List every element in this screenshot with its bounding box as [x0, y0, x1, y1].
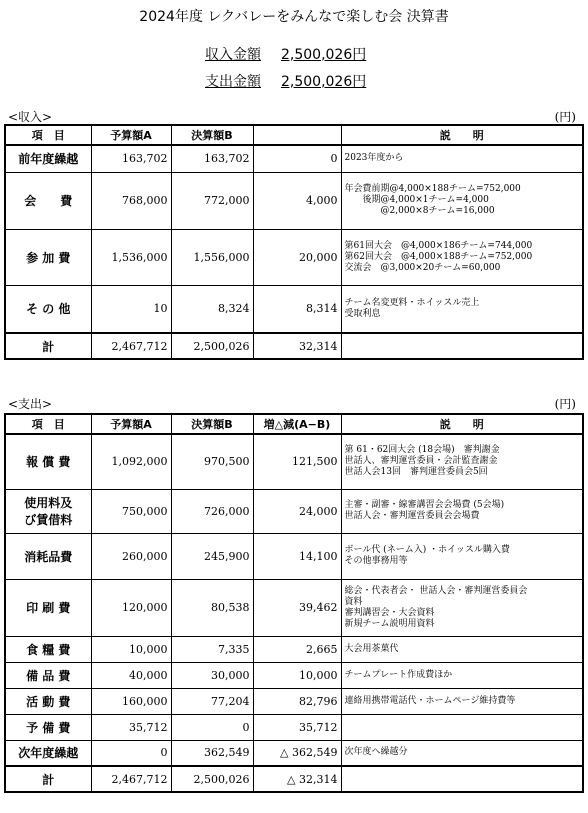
actual-cell: 2,500,026 — [171, 766, 253, 792]
diff-cell: 35,712 — [253, 714, 341, 740]
table-row — [5, 285, 583, 333]
item-cell: 参 加 費 — [5, 229, 91, 285]
description-header: 説 明 — [341, 125, 583, 145]
description-cell — [341, 533, 583, 579]
description-line: その他事務用等 — [344, 556, 408, 566]
item-label-line: 使用料及 — [24, 496, 73, 510]
diff-cell: 24,000 — [253, 489, 341, 533]
description-line: 世話人、審判運営委員・会計監査謝金 — [344, 456, 498, 467]
description-line: 資料 — [344, 596, 363, 607]
description-line: チーム名変更料・ホイッスル売上 — [344, 297, 480, 308]
budget-cell: 10,000 — [91, 636, 171, 662]
expense-section-label: <支出> — [8, 397, 53, 411]
description-line: 年会費前期@4,000×188チーム=752,000 — [344, 184, 521, 194]
actual-cell: 163,702 — [171, 145, 253, 172]
description-line: 総会・代表者会・ 世話人会・審判運営委員会 — [344, 585, 528, 596]
description-line: 2023年度から — [344, 153, 404, 164]
description-line: 交流会 @3,000×20チーム=60,000 — [344, 262, 501, 273]
item-header: 項 目 — [5, 125, 91, 145]
description-line: 審判講習会・大会資料 — [344, 607, 435, 618]
description-line: 第62回大会 @4,000×188チーム=752,000 — [344, 251, 533, 262]
item-cell: 報 償 費 — [5, 434, 91, 489]
actual-cell: 1,556,000 — [171, 229, 253, 285]
diff-cell: 4,000 — [253, 172, 341, 229]
description-line: 新規チーム説明用資料 — [344, 618, 435, 629]
description-line: ボール代 (ネーム入) ・ホイッスル購入費 — [344, 545, 510, 555]
table-row — [5, 434, 583, 489]
income-header-row — [5, 125, 583, 145]
budget-header: 予算額A — [91, 414, 171, 434]
description-line: 大会用茶菓代 — [344, 643, 399, 654]
income-section-label: <収入> — [8, 110, 53, 124]
expense-total-label: 支出金額 — [205, 74, 261, 90]
item-label-line: び賃借料 — [24, 513, 73, 527]
diff-cell: 10,000 — [253, 662, 341, 688]
expense-total-line — [205, 71, 366, 91]
description-header: 説 明 — [341, 414, 583, 434]
expense-table — [4, 413, 584, 793]
diff-header — [253, 125, 341, 145]
diff-cell: △ 362,549 — [253, 740, 341, 766]
budget-cell: 2,467,712 — [91, 333, 171, 359]
description-line: 世話人会・審判運営委員会会場費 — [344, 511, 480, 521]
budget-cell: 35,712 — [91, 714, 171, 740]
description-cell — [341, 285, 583, 333]
diff-cell: △ 32,314 — [253, 766, 341, 792]
description-cell — [341, 636, 583, 662]
description-cell — [341, 766, 583, 792]
budget-cell: 160,000 — [91, 688, 171, 714]
diff-cell: 20,000 — [253, 229, 341, 285]
actual-header: 決算額B — [171, 414, 253, 434]
actual-cell: 30,000 — [171, 662, 253, 688]
item-cell: 印 刷 費 — [5, 579, 91, 636]
budget-cell: 2,467,712 — [91, 766, 171, 792]
budget-cell: 1,536,000 — [91, 229, 171, 285]
actual-cell: 77,204 — [171, 688, 253, 714]
description-line: チームプレート作成費ほか — [344, 669, 453, 680]
budget-cell: 40,000 — [91, 662, 171, 688]
actual-cell: 0 — [171, 714, 253, 740]
description-cell — [341, 688, 583, 714]
item-header: 項 目 — [5, 414, 91, 434]
budget-cell: 260,000 — [91, 533, 171, 579]
item-cell: 前年度繰越 — [5, 145, 91, 172]
actual-cell: 2,500,026 — [171, 333, 253, 359]
budget-cell: 10 — [91, 285, 171, 333]
diff-cell: 0 — [253, 145, 341, 172]
table-row — [5, 145, 583, 172]
expense-total-amount: 2,500,026円 — [281, 74, 367, 90]
budget-cell: 120,000 — [91, 579, 171, 636]
item-cell: そ の 他 — [5, 285, 91, 333]
budget-cell: 768,000 — [91, 172, 171, 229]
income-unit-label: (円) — [554, 110, 576, 124]
actual-cell: 772,000 — [171, 172, 253, 229]
description-cell — [341, 172, 583, 229]
table-row — [5, 172, 583, 229]
budget-cell: 1,092,000 — [91, 434, 171, 489]
item-cell: 次年度繰越 — [5, 740, 91, 766]
actual-cell: 245,900 — [171, 533, 253, 579]
diff-cell: 39,462 — [253, 579, 341, 636]
actual-cell: 7,335 — [171, 636, 253, 662]
table-row — [5, 333, 583, 359]
actual-cell: 8,324 — [171, 285, 253, 333]
item-cell: 計 — [5, 766, 91, 792]
item-cell: 会 費 — [5, 172, 91, 229]
diff-cell: 82,796 — [253, 688, 341, 714]
budget-cell: 0 — [91, 740, 171, 766]
diff-cell: 2,665 — [253, 636, 341, 662]
budget-cell: 163,702 — [91, 145, 171, 172]
item-cell: 活 動 費 — [5, 688, 91, 714]
table-row — [5, 489, 583, 533]
description-line: 第61回大会 @4,000×186チーム=744,000 — [344, 240, 533, 251]
table-row — [5, 636, 583, 662]
description-cell — [341, 740, 583, 766]
description-line: 後期@4,000×1チーム=4,000 — [344, 195, 489, 205]
item-cell — [5, 489, 91, 533]
actual-cell: 726,000 — [171, 489, 253, 533]
description-line: 第 61・62回大会 (18会場) 審判謝金 — [344, 445, 500, 456]
income-table — [4, 124, 584, 360]
income-total-label: 収入金額 — [205, 47, 261, 63]
description-cell — [341, 579, 583, 636]
item-cell: 食 糧 費 — [5, 636, 91, 662]
actual-cell: 970,500 — [171, 434, 253, 489]
description-cell — [341, 714, 583, 740]
actual-cell: 80,538 — [171, 579, 253, 636]
expense-header-row — [5, 414, 583, 434]
diff-cell: 121,500 — [253, 434, 341, 489]
budget-header: 予算額A — [91, 125, 171, 145]
diff-cell: 8,314 — [253, 285, 341, 333]
description-line: 次年度へ繰越分 — [344, 747, 408, 758]
expense-unit-label: (円) — [554, 397, 576, 411]
item-cell: 備 品 費 — [5, 662, 91, 688]
item-cell: 計 — [5, 333, 91, 359]
table-row — [5, 662, 583, 688]
description-line: 主審・副審・線審講習会会場費 (5会場) — [344, 500, 505, 510]
description-cell — [341, 434, 583, 489]
page-title: 2024年度 レクバレーをみんなで楽しむ会 決算書 — [139, 9, 449, 25]
diff-cell: 32,314 — [253, 333, 341, 359]
item-cell: 消耗品費 — [5, 533, 91, 579]
description-cell — [341, 662, 583, 688]
diff-cell: 14,100 — [253, 533, 341, 579]
income-total-line — [205, 44, 366, 64]
description-cell — [341, 229, 583, 285]
description-line: @2,000×8チーム=16,000 — [344, 206, 495, 216]
table-row — [5, 229, 583, 285]
table-row — [5, 714, 583, 740]
description-line: 連絡用携帯電話代・ホームページ維持費等 — [344, 695, 516, 706]
table-row — [5, 533, 583, 579]
description-cell — [341, 333, 583, 359]
income-total-amount: 2,500,026円 — [281, 47, 367, 63]
budget-cell: 750,000 — [91, 489, 171, 533]
actual-cell: 362,549 — [171, 740, 253, 766]
actual-header: 決算額B — [171, 125, 253, 145]
description-line: 受取利息 — [344, 308, 381, 319]
item-cell: 予 備 費 — [5, 714, 91, 740]
diff-header: 増△減(A−B) — [253, 414, 341, 434]
table-row — [5, 740, 583, 766]
description-cell — [341, 145, 583, 172]
description-cell — [341, 489, 583, 533]
description-line: 世話人会13回 審判運営委員会5回 — [344, 467, 488, 478]
table-row — [5, 688, 583, 714]
table-row — [5, 579, 583, 636]
table-row — [5, 766, 583, 792]
